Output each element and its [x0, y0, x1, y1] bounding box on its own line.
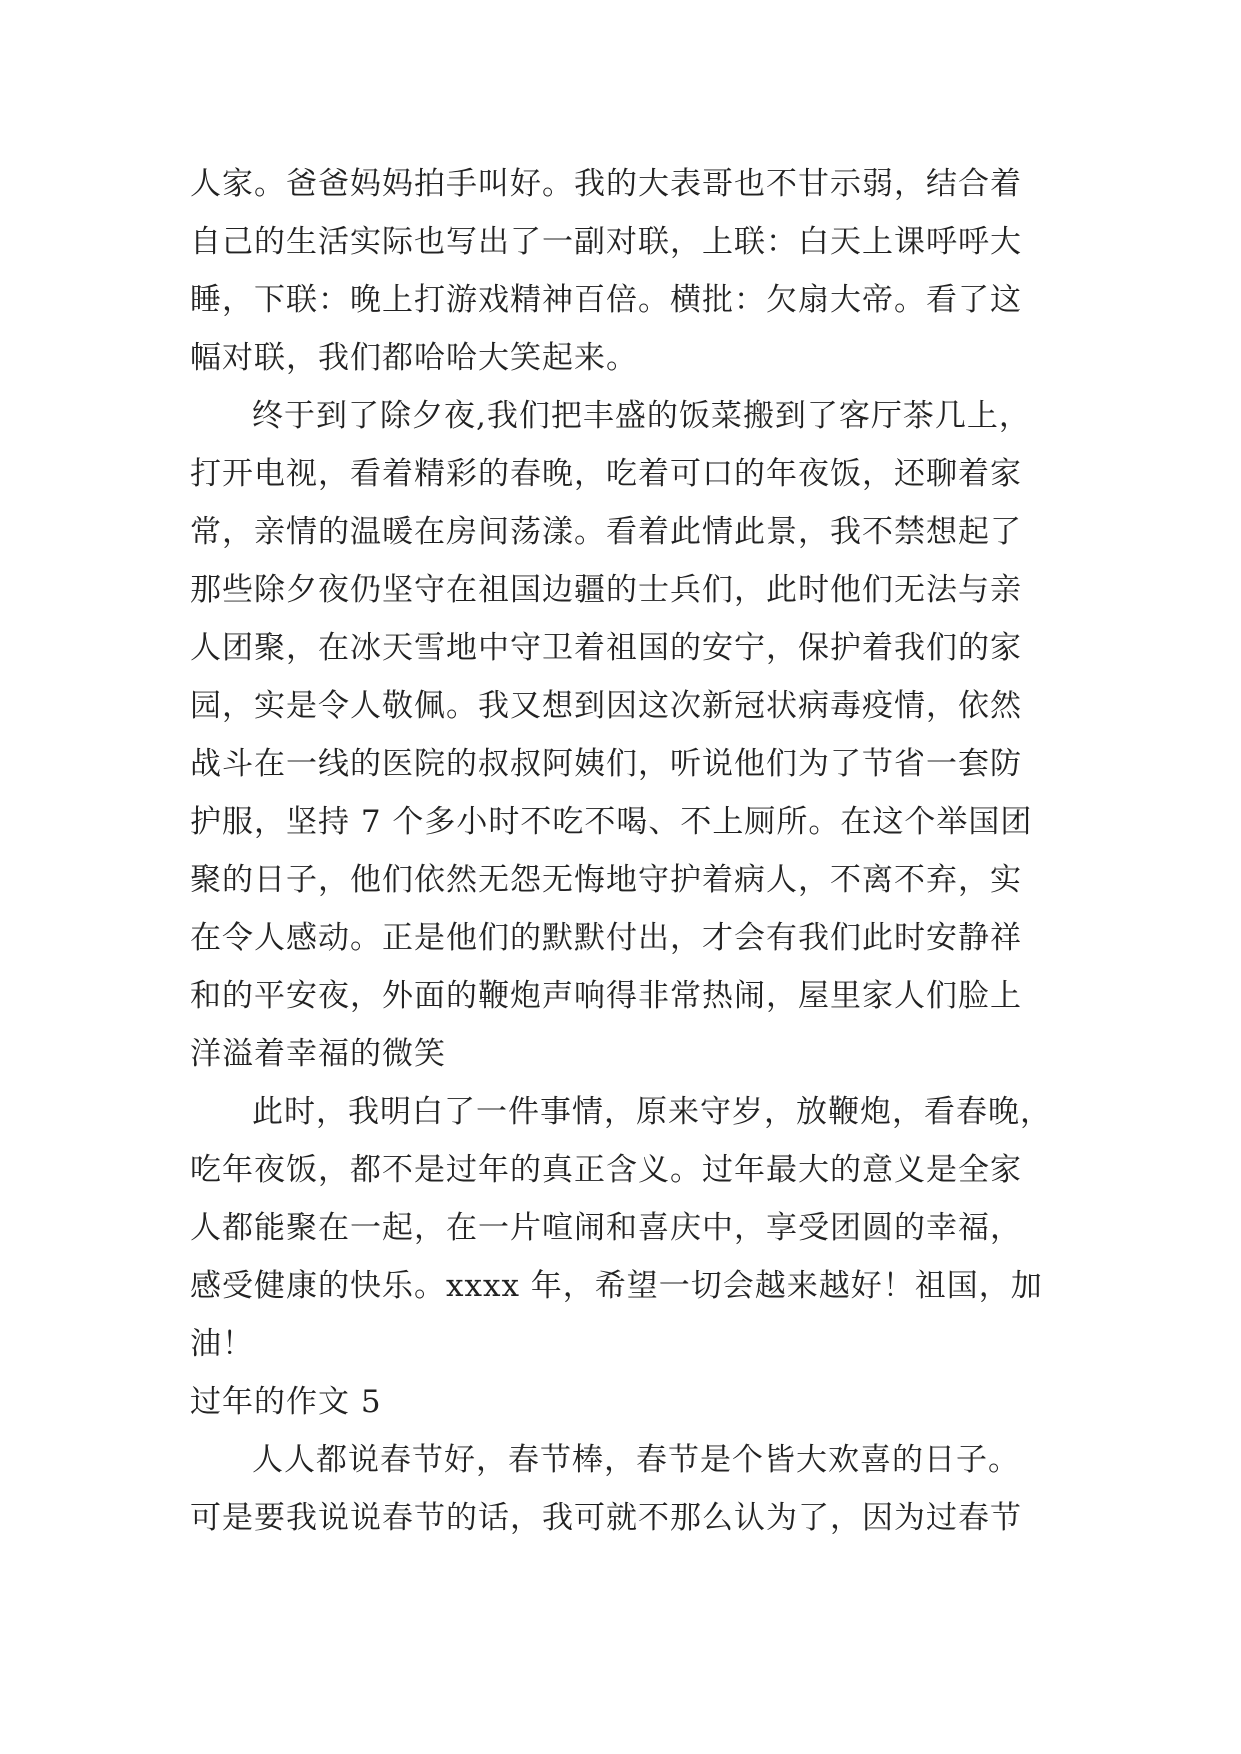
text-line: 感受健康的快乐。xxxx 年，希望一切会越来越好！祖国，加 — [190, 1268, 1043, 1304]
section-heading: 过年的作文 5 — [190, 1384, 382, 1420]
text-line: 可是要我说说春节的话，我可就不那么认为了，因为过春节 — [190, 1500, 1022, 1536]
text-line: 吃年夜饭，都不是过年的真正含义。过年最大的意义是全家 — [190, 1152, 1022, 1188]
text-line: 幅对联，我们都哈哈大笑起来。 — [190, 340, 638, 376]
text-line: 油！ — [190, 1326, 254, 1362]
text-line: 聚的日子，他们依然无怨无悔地守护着病人，不离不弃，实 — [190, 862, 1022, 898]
text-line: 打开电视，看着精彩的春晚，吃着可口的年夜饭，还聊着家 — [190, 456, 1022, 492]
text-line: 护服，坚持 7 个多小时不吃不喝、不上厕所。在这个举国团 — [190, 804, 1033, 840]
text-line: 和的平安夜，外面的鞭炮声响得非常热闹，屋里家人们脸上 — [190, 978, 1022, 1014]
essay-body — [190, 155, 1050, 1547]
text-line: 睡，下联：晚上打游戏精神百倍。横批：欠扇大帝。看了这 — [190, 282, 1022, 318]
paragraph-start-line: 终于到了除夕夜,我们把丰盛的饭菜搬到了客厅茶几上， — [252, 398, 1031, 434]
text-line: 人都能聚在一起，在一片喧闹和喜庆中，享受团圆的幸福， — [190, 1210, 1022, 1246]
paragraph-start-line: 人人都说春节好，春节棒，春节是个皆大欢喜的日子。 — [252, 1442, 1020, 1478]
text-line: 洋溢着幸福的微笑 — [190, 1036, 446, 1072]
text-line: 自己的生活实际也写出了一副对联，上联：白天上课呼呼大 — [190, 224, 1022, 260]
text-line: 常，亲情的温暖在房间荡漾。看着此情此景，我不禁想起了 — [190, 514, 1022, 550]
text-line: 那些除夕夜仍坚守在祖国边疆的士兵们，此时他们无法与亲 — [190, 572, 1022, 608]
text-line: 战斗在一线的医院的叔叔阿姨们，听说他们为了节省一套防 — [190, 746, 1022, 782]
text-line: 人家。爸爸妈妈拍手叫好。我的大表哥也不甘示弱，结合着 — [190, 166, 1022, 202]
text-line: 人团聚，在冰天雪地中守卫着祖国的安宁，保护着我们的家 — [190, 630, 1022, 666]
text-line: 在令人感动。正是他们的默默付出，才会有我们此时安静祥 — [190, 920, 1022, 956]
text-line: 园，实是令人敬佩。我又想到因这次新冠状病毒疫情，依然 — [190, 688, 1022, 724]
paragraph-start-line: 此时，我明白了一件事情，原来守岁，放鞭炮，看春晚， — [252, 1094, 1052, 1130]
